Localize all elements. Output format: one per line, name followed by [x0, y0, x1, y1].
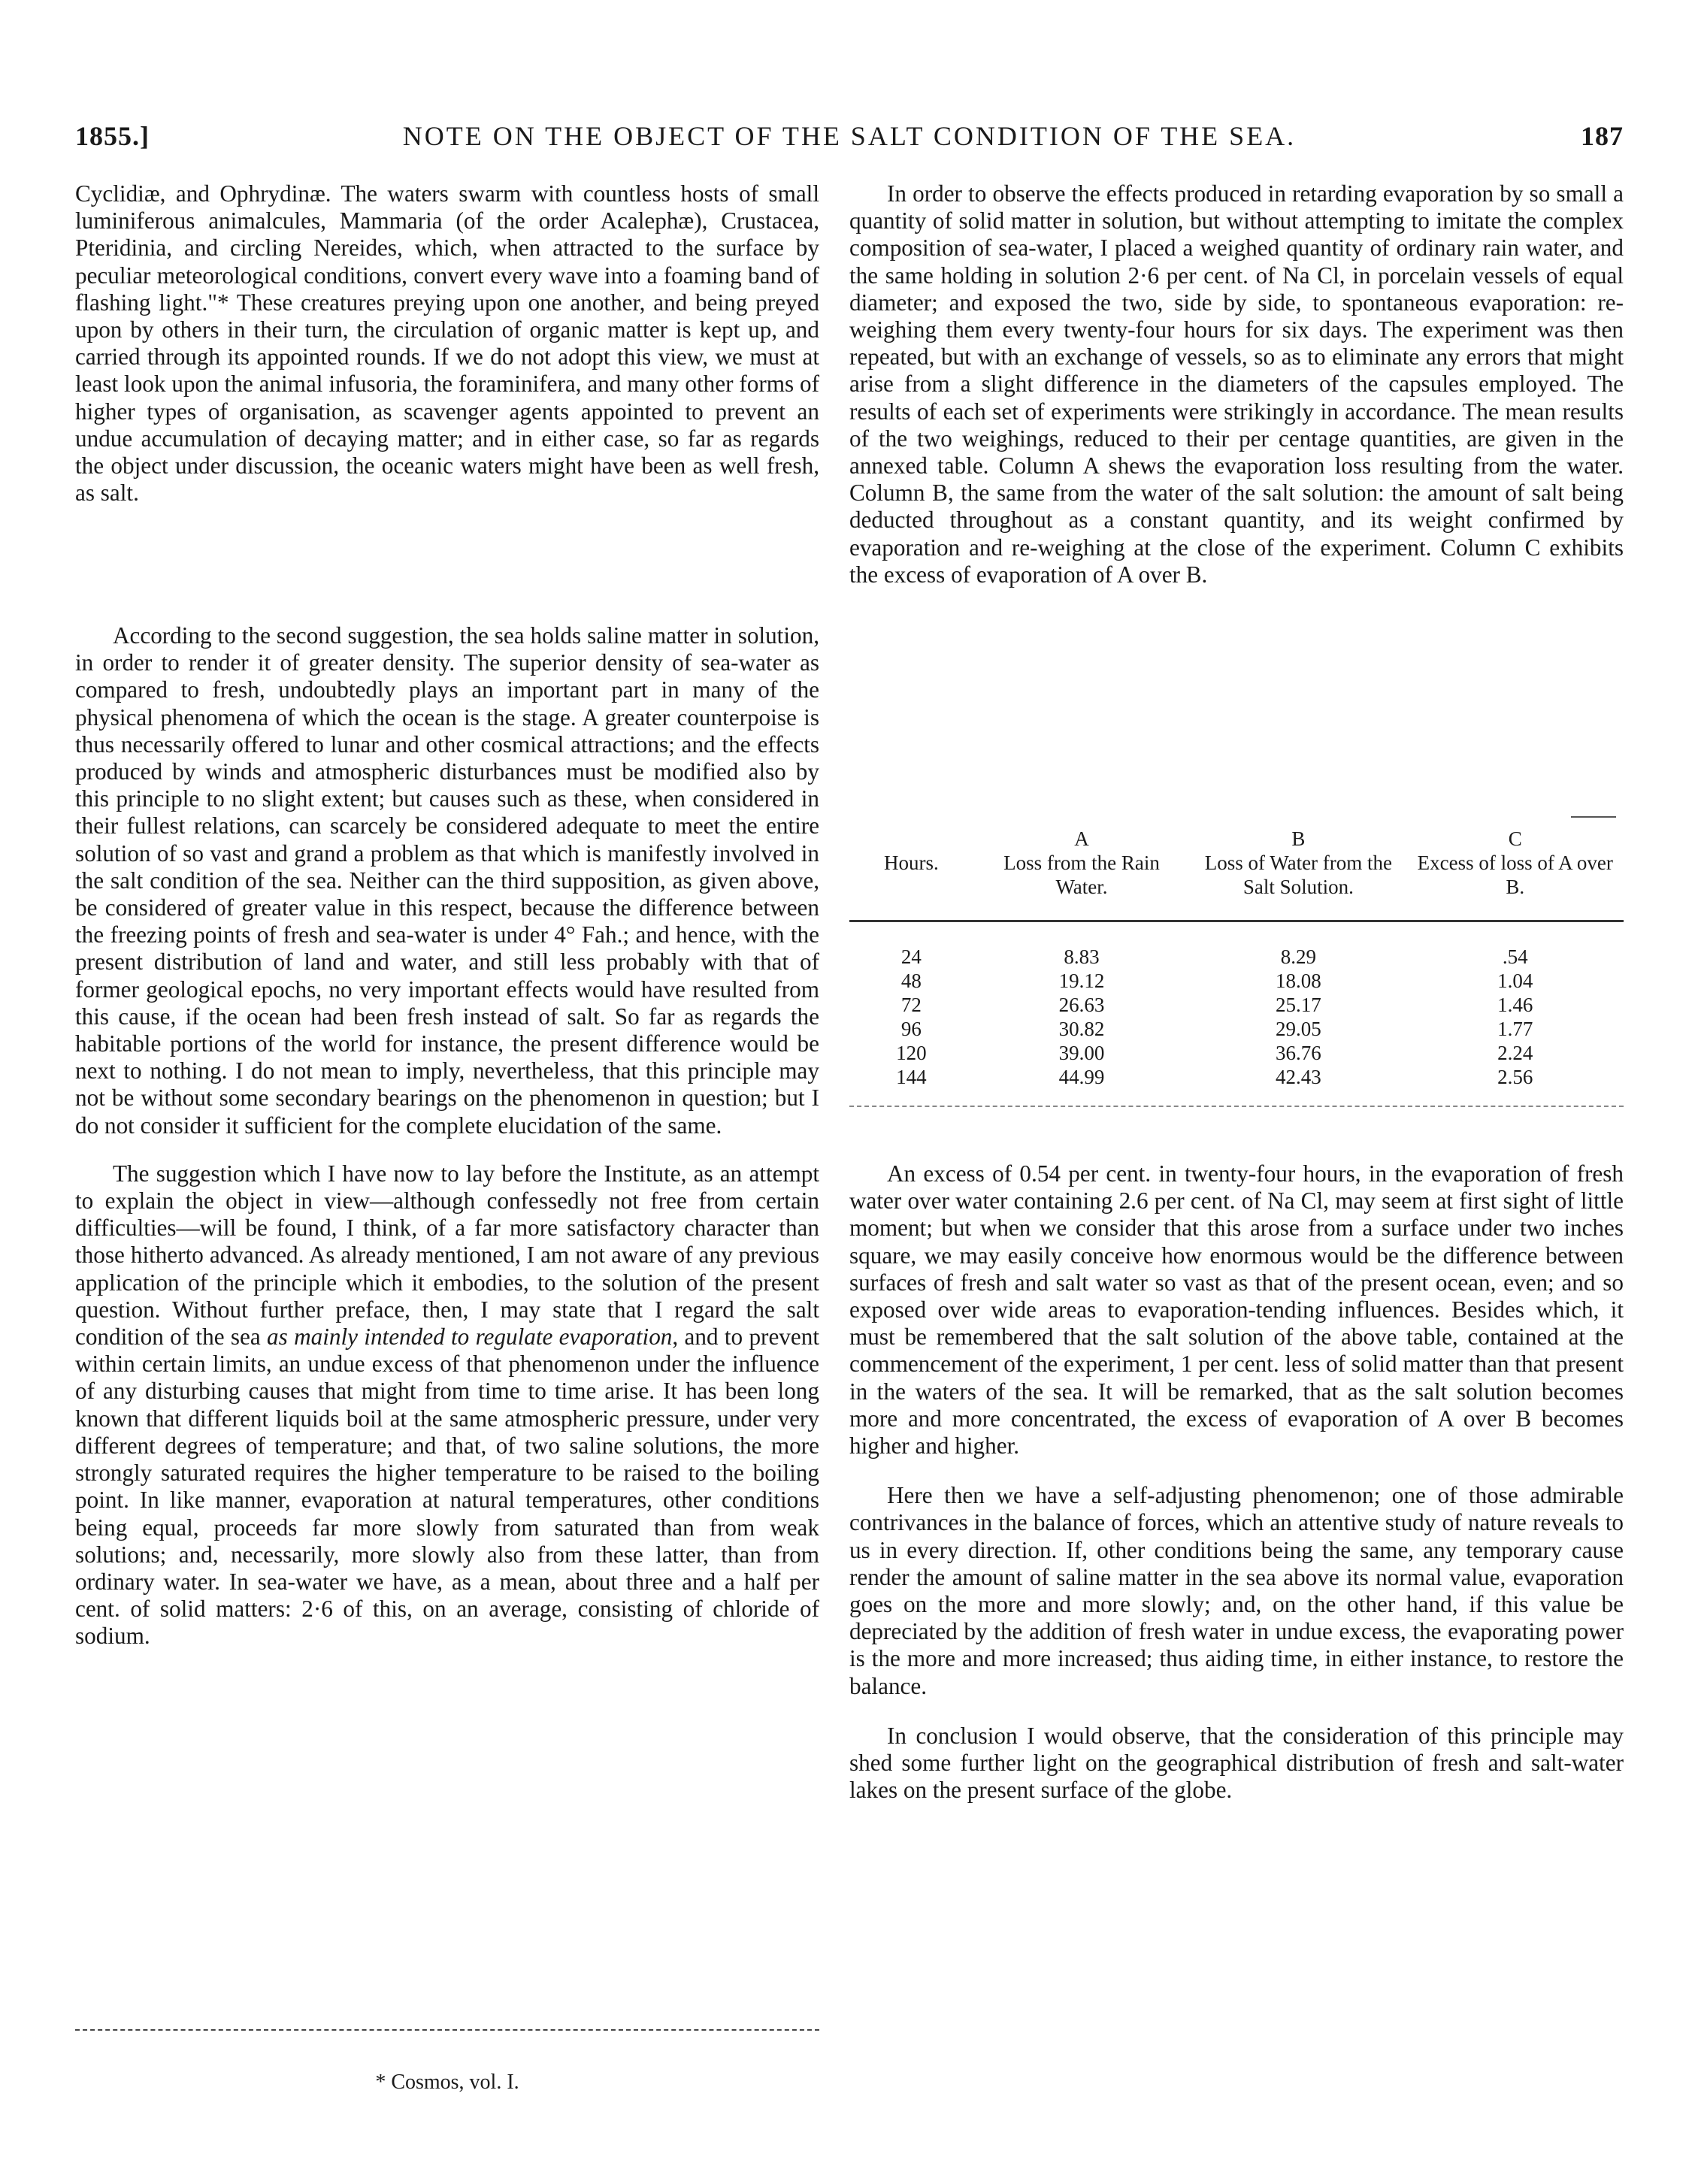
- cell-a: 39.00: [1058, 1042, 1105, 1064]
- paragraph-suggestion-institute: [75, 1160, 819, 1650]
- cell-hours: 96: [900, 1018, 922, 1040]
- cell-a: 26.63: [1058, 994, 1105, 1016]
- cell-c: 1.77: [1497, 1018, 1533, 1040]
- paragraph-cyclidiae: Cyclidiæ, and Ophrydinæ. The waters swarm with countless hosts of small luminiferous animalcules, Mammaria (of the order Acalephæ), Crustacea, Pteridinia, and circling Nereides, which, when attracted to the surface by peculiar meteorological conditions, convert every wave into a foaming band of flashing light."* These creatures preying upon one another, and being preyed upon by others in their turn, the circulation of organic matter is kept up, and carried through its appointed rounds. If we do not adopt this view, we must at least look upon the animal infusoria, the foraminifera, and many other forms of higher types of organisation, as scavenger agents appointed to prevent an undue accumulation of decaying matter; and in either case, so far as regards the object under discussion, the oceanic waters might have been as well fresh, as salt.: [75, 180, 819, 507]
- cell-b: 36.76: [1276, 1042, 1321, 1064]
- header-column-b: B Loss of Water from the Salt Solution.: [1204, 827, 1393, 898]
- page-number: 187: [1581, 121, 1624, 151]
- footnote-rule: [75, 2029, 819, 2031]
- table-row: [849, 921, 1624, 969]
- table-top-mark: [1571, 816, 1616, 818]
- cell-hours: 144: [896, 1066, 927, 1088]
- cell-hours: 72: [900, 994, 922, 1016]
- paragraph-excess: An excess of 0.54 per cent. in twenty-four hours, in the evaporation of fresh water over water containing 2.6 per cent. of Na Cl, may seem at first sight of little moment; but when we consider that this arose from a surface under two inches square, we may easily conceive how enormous would be the difference between surfaces of fresh and salt water so vast as that of the present ocean, even; and so exposed over wide areas to evaporation-tending influences. Besides which, it must be remembered that the salt solution of the above table, contained at the commencement of the experiment, 1 per cent. less of solid matter than that present in the waters of the sea. It will be remarked, that as the salt solution becomes more and more concentrated, the excess of evaporation of A over B becomes higher and higher.: [849, 1160, 1624, 1460]
- table-row: [849, 1041, 1624, 1065]
- left-column: [75, 180, 819, 1650]
- cell-a: 44.99: [1058, 1066, 1105, 1088]
- table-row: [849, 1065, 1624, 1103]
- header-title: NOTE ON THE OBJECT OF THE SALT CONDITION OF THE SEA.: [402, 121, 1297, 151]
- paragraph-self-adjusting: Here then we have a self-adjusting phenomenon; one of those admirable contrivances in the balance of forces, which an attentive study of nature reveals to us in every direction. If, other conditions being the same, any temporary cause render the amount of saline matter in the sea above its normal value, evaporation goes on the more and more slowly; and, on the other hand, if this value be depreciated by the addition of fresh water in undue excess, the evaporating power is the more and more increased; thus aiding time, in either instance, to restore the balance.: [849, 1482, 1624, 1699]
- paragraph-experiment: In order to observe the effects produced in retarding evaporation by so small a quantity of solid matter in solution, but without attempting to imitate the complex composition of sea-water, I placed a weighed quantity of ordinary rain water, and the same holding in solution 2·6 per cent. of Na Cl, in porcelain vessels of equal diameter; and exposed the two, side by side, to spontaneous evaporation: re-weighing them every twenty-four hours for six days. The experiment was then repeated, but with an exchange of vessels, so as to eliminate any errors that might arise from a slight difference in the diameters of the capsules employed. The results of each set of experiments were strikingly in accordance. The mean results of the two weighings, reduced to their per centage quantities, are given in the annexed table. Column A shews the evaporation loss resulting from the water. Column B, the same from the water of the salt solution: the amount of salt being deducted throughout as a constant quantity, and its weight confirmed by evaporation and re-weighing at the close of the experiment. Column C exhibits the excess of evaporation of A over B.: [849, 180, 1624, 588]
- cell-a: 8.83: [1064, 945, 1100, 968]
- cell-b: 8.29: [1280, 945, 1316, 968]
- cell-a: 19.12: [1058, 969, 1105, 992]
- table-bottom-rule: [849, 1106, 1624, 1108]
- cell-b: 18.08: [1276, 969, 1321, 992]
- paragraph-conclusion: In conclusion I would observe, that the consideration of this principle may shed some further light on the geographical distribution of fresh and salt-water lakes on the present surface of the globe.: [849, 1722, 1624, 1804]
- table-row: [849, 1017, 1624, 1041]
- cell-c: .54: [1502, 945, 1528, 968]
- footnote: * Cosmos, vol. I.: [375, 2071, 519, 2094]
- cell-c: 1.46: [1497, 994, 1533, 1016]
- cell-c: 1.04: [1497, 969, 1533, 992]
- header-hours: Hours.: [884, 852, 939, 874]
- table-header-row: [849, 827, 1624, 921]
- cell-hours: 48: [900, 969, 922, 992]
- evaporation-table-grid: [849, 827, 1624, 1103]
- paragraph-text-before: The suggestion which I have now to lay before the Institute, as an attempt to explain the object in view—although confessedly not free from certain difficulties—will be found, I think, of a far more satisfactory character than those hitherto advanced. As already mentioned, I am not aware of any previous application of the principle which it embodies, to the solution of the present question. Without further preface, then, I may state that I regard the salt condition of the sea: [75, 1160, 819, 1351]
- header-column-c: C Excess of loss of A over B.: [1417, 827, 1613, 898]
- cell-b: 25.17: [1276, 994, 1321, 1016]
- cell-hours: 120: [896, 1042, 927, 1064]
- evaporation-table: [849, 827, 1624, 1108]
- header-year: 1855.]: [75, 121, 150, 151]
- running-header: [75, 120, 1624, 165]
- emphasis-regulate-evaporation: as mainly intended to regulate evaporation: [267, 1323, 673, 1351]
- right-column: [849, 180, 1624, 1804]
- cell-hours: 24: [900, 945, 922, 968]
- table-row: [849, 993, 1624, 1017]
- cell-b: 29.05: [1276, 1018, 1321, 1040]
- paragraph-second-suggestion: According to the second suggestion, the sea holds saline matter in solution, in order to render it of greater density. The superior density of sea-water as compared to fresh, undoubtedly plays an important part in many of the physical phenomena of which the ocean is the stage. A greater counterpoise is thus necessarily offered to lunar and other cosmical attractions; and the effects produced by winds and atmospheric disturbances must be modified also by this principle to no slight extent; but causes such as these, when considered in their fullest relations, can scarcely be considered adequate to meet the entire solution of so vast and grand a problem as that which is manifestly involved in the salt condition of the sea. Neither can the third supposition, as given above, be considered of greater value in this respect, because the difference between the freezing points of fresh and sea-water is under 4° Fah.; and hence, with the present distribution of land and water, and still less probably with that of former geological epochs, no very important effects would have resulted from this cause, if the ocean had been fresh instead of salt. So far as regards the habitable portions of the world for instance, the present difference would be next to nothing. I do not mean to imply, nevertheless, that this principle may not be without some secondary bearings on the phenomenon in question; but I do not consider it sufficient for the complete elucidation of the same.: [75, 622, 819, 1139]
- table-row: [849, 969, 1624, 993]
- cell-c: 2.56: [1497, 1066, 1533, 1088]
- paragraph-text-after: , and to prevent within certain limits, an undue excess of that phenomenon under the influence of any disturbing causes that might from time to time arise. It has been long known that different liquids boil at the same atmospheric pressure, under very different degrees of temperature; and that, of two saline solutions, the more strongly saturated requires the higher temperature to be raised to the boiling point. In like manner, evaporation at natural temperatures, other conditions being equal, proceeds far more slowly from saturated than from weak solutions; and, necessarily, more slowly also from these latter, than from ordinary water. In sea-water we have, as a mean, about three and a half per cent. of solid matters: 2·6 of this, on an average, consisting of chloride of sodium.: [75, 1323, 819, 1650]
- cell-c: 2.24: [1497, 1042, 1533, 1064]
- cell-a: 30.82: [1058, 1018, 1105, 1040]
- cell-b: 42.43: [1276, 1066, 1321, 1088]
- header-column-a: A Loss from the Rain Water.: [1003, 827, 1160, 898]
